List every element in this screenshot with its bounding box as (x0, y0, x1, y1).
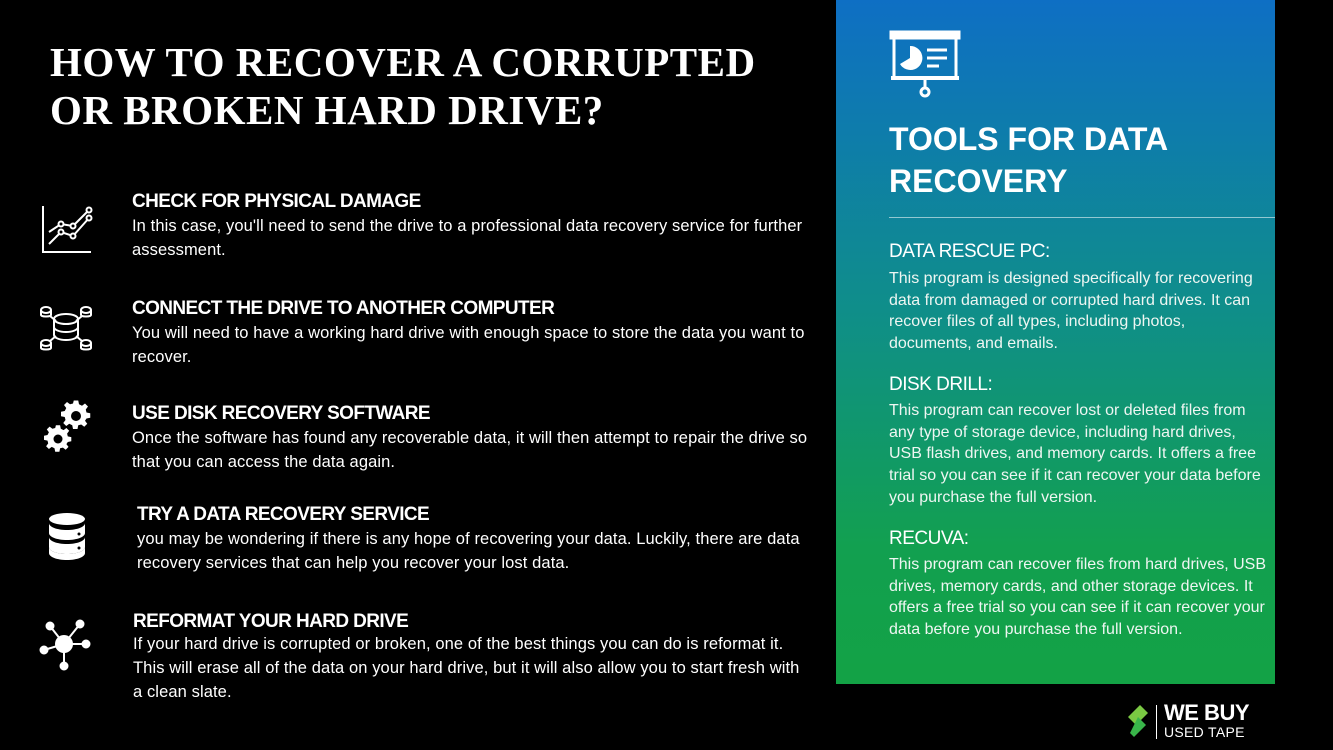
database-network-icon (38, 299, 94, 355)
we-buy-used-tape-logo (1126, 701, 1266, 743)
step-heading: USE DISK RECOVERY SOFTWARE (132, 403, 430, 424)
page-title: HOW TO RECOVER A CORRUPTED OR BROKEN HARD DRIVE? (50, 39, 756, 133)
tools-panel (836, 0, 1275, 684)
step-heading: TRY A DATA RECOVERY SERVICE (137, 504, 430, 525)
gears-icon (40, 399, 96, 455)
step-body: Once the software has found any recoverable data, it will then attempt to repair the drive so that you can access the data again. (132, 429, 808, 471)
step-heading: CONNECT THE DRIVE TO ANOTHER COMPUTER (132, 298, 555, 319)
step-body: you may be wondering if there is any hope of recovering your data. Luckily, there are data recovery services that can help you recover your lost data. (137, 530, 800, 572)
presentation-board-icon (889, 30, 961, 98)
logo-divider (1156, 705, 1157, 739)
step-try-service (0, 503, 820, 583)
tool-name: DATA RESCUE PC: (889, 241, 1050, 262)
step-heading: REFORMAT YOUR HARD DRIVE (133, 611, 409, 632)
tool-description: This program can recover lost or deleted files from any type of storage device, including hard drives, USB flash drives, and memory cards. It offers a free trial so you can see if it can recover your data before you purchase the full version. (889, 402, 1261, 506)
tool-description: This program can recover files from hard drives, USB drives, memory cards, and other storage devices. It offers a free trial so you can see if it can recover your data before you purchase the full version. (889, 556, 1267, 639)
tool-name: RECUVA: (889, 528, 969, 549)
database-icon (39, 509, 95, 565)
step-body: You will need to have a working hard drive with enough space to store the data you want to recover. (132, 324, 805, 366)
leaf-logo-icon (1126, 703, 1150, 739)
panel-divider (889, 217, 1275, 218)
logo-text-bottom: USED TAPE (1164, 724, 1245, 740)
step-reformat (0, 610, 820, 710)
step-heading: CHECK FOR PHYSICAL DAMAGE (132, 191, 421, 212)
tool-name: DISK DRILL: (889, 374, 993, 395)
step-body: If your hard drive is corrupted or broken, one of the best things you can do is reformat it. This will erase all of the data on your hard drive, but it will also allow you to start fresh with a clean slate. (133, 635, 800, 701)
panel-title: TOOLS FOR DATA RECOVERY (889, 121, 1167, 199)
step-check-physical-damage (0, 190, 820, 270)
step-connect-drive (0, 297, 820, 377)
logo-text-top: WE BUY (1164, 700, 1249, 725)
step-body: In this case, you'll need to send the drive to a professional data recovery service for further assessment. (132, 217, 803, 259)
step-use-software (0, 402, 820, 482)
line-chart-icon (39, 200, 95, 256)
network-hub-icon (36, 616, 92, 672)
tool-description: This program is designed specifically for recovering data from damaged or corrupted hard drives. It can recover files of all types, including photos, documents, and emails. (889, 270, 1253, 353)
